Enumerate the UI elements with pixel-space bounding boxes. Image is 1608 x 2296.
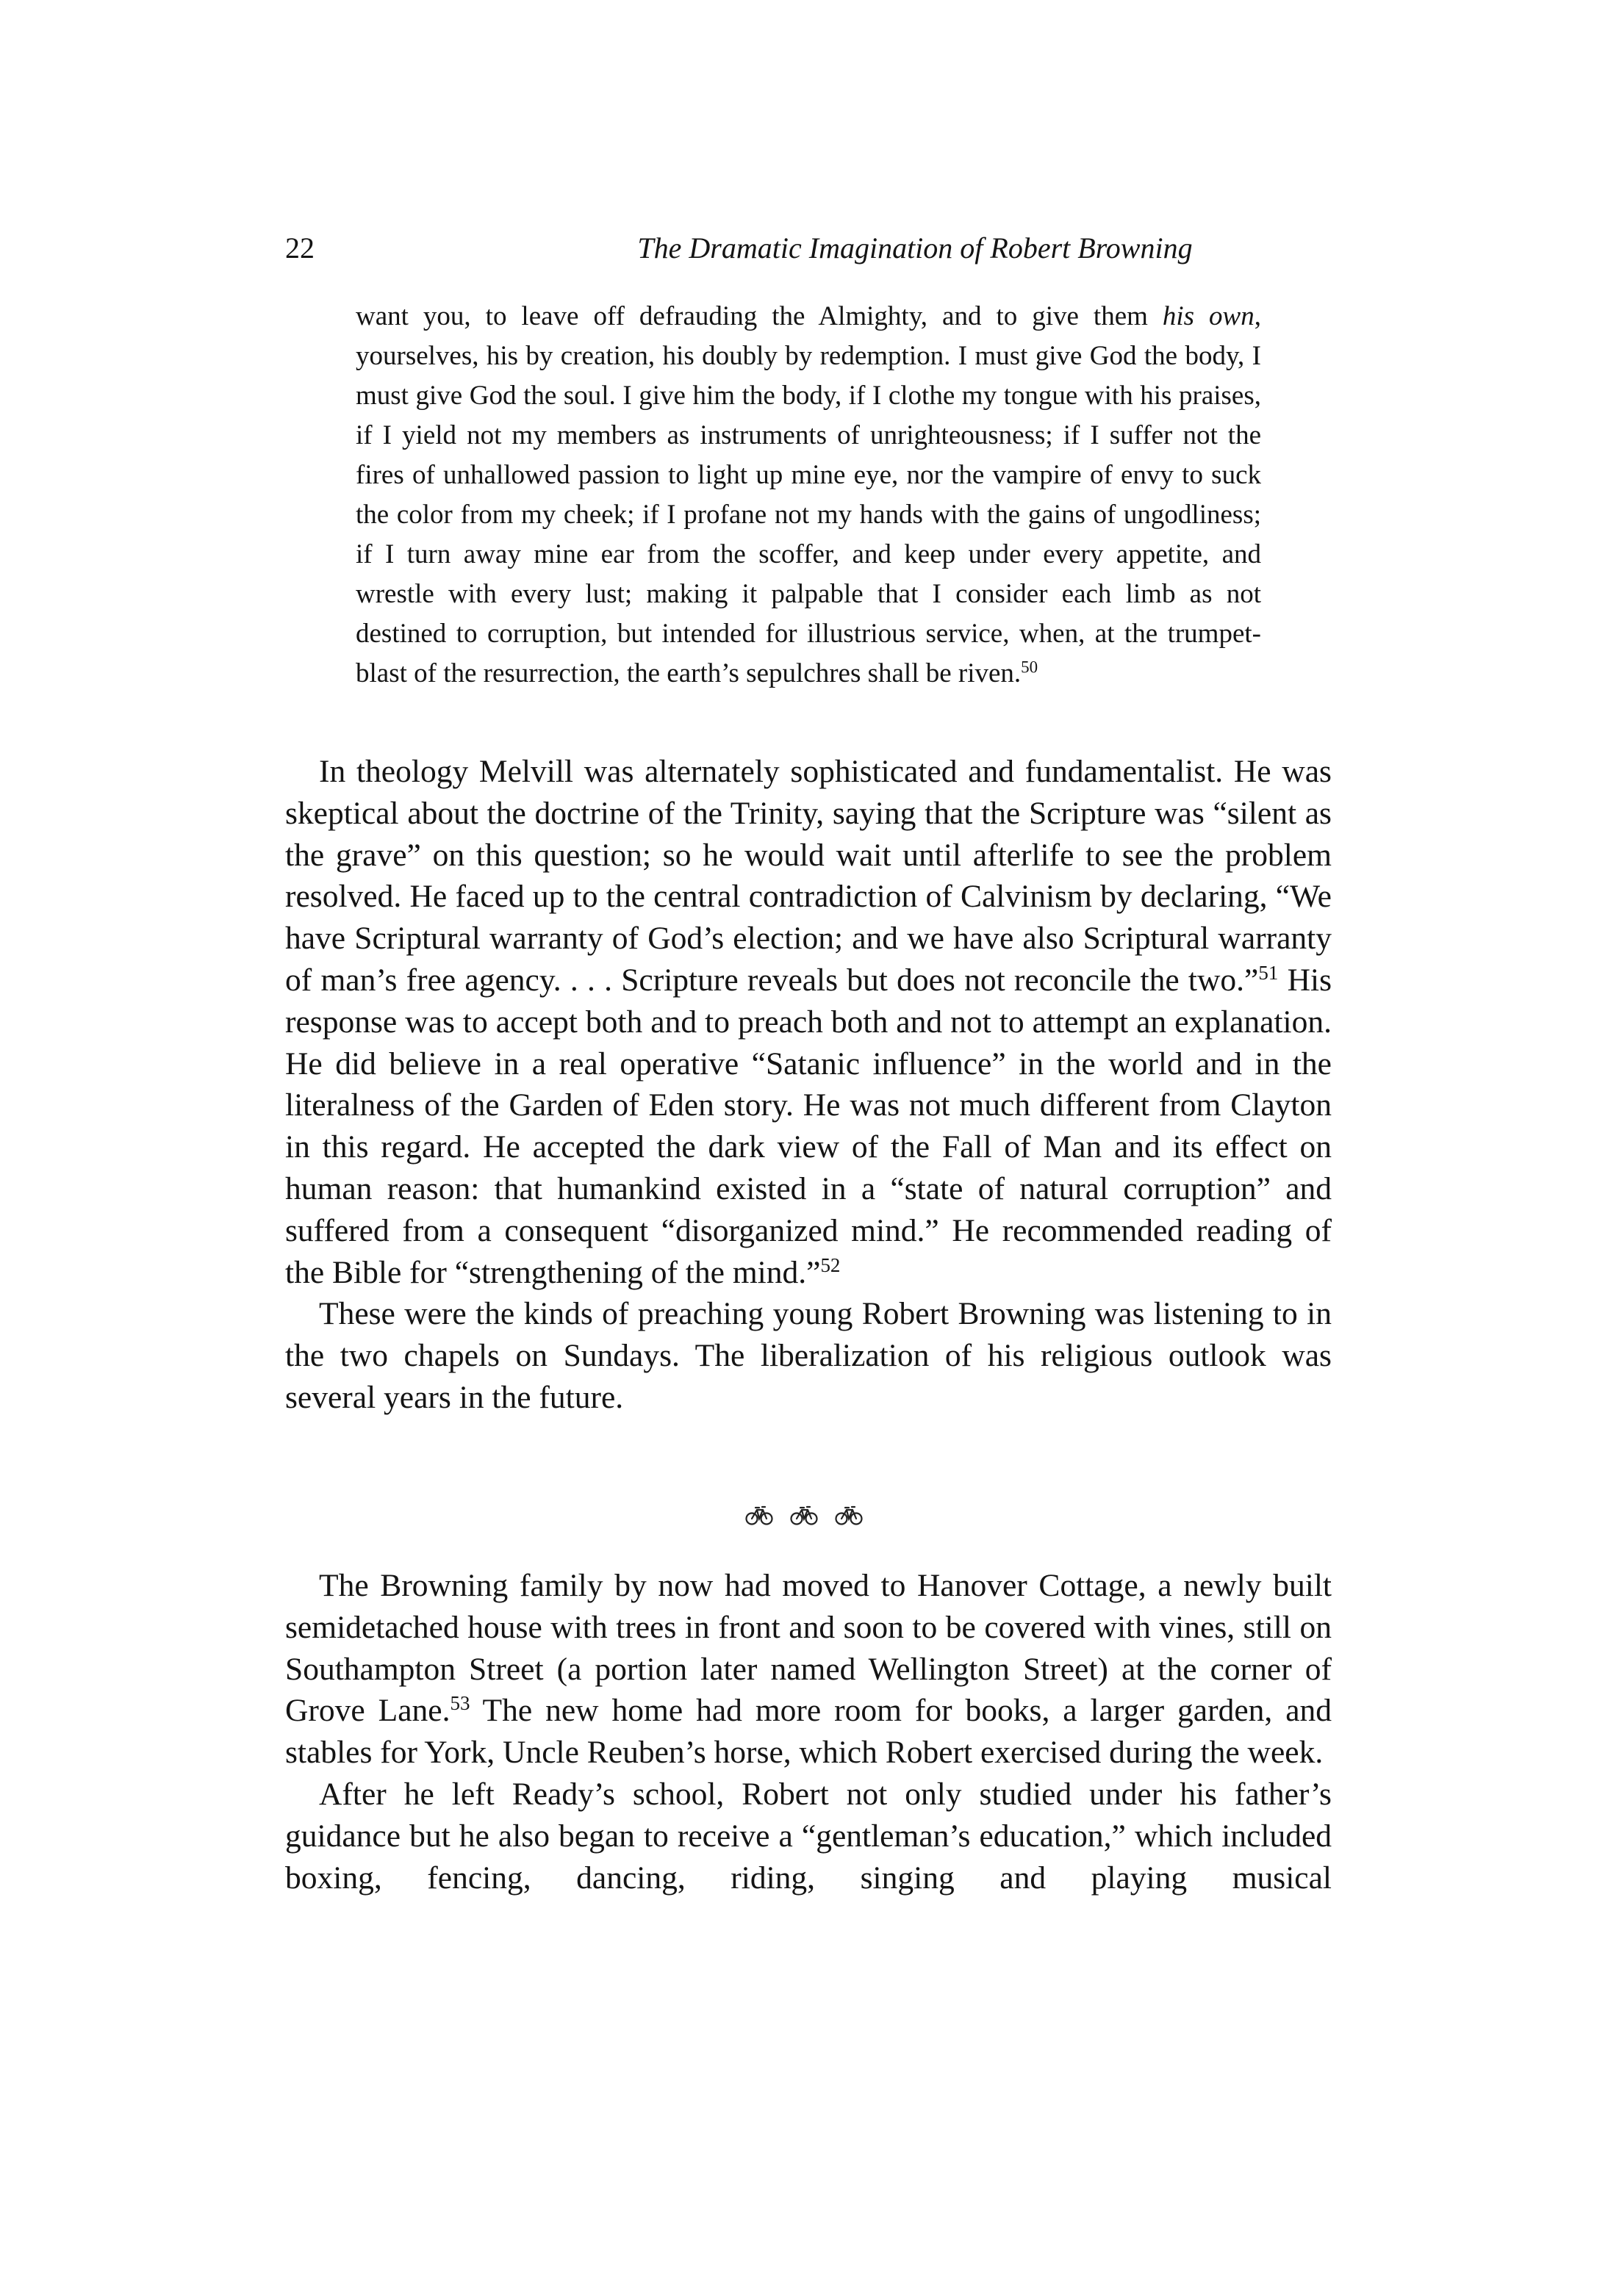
paragraph-education: After he left Ready’s school, Robert not only studied under his father’s guidance but he also began to receive a “gentleman’s education,” which included boxing, fencing, dancing, riding, singing and playing musical [285,1776,1332,1896]
body-section-one [285,751,1332,1419]
quote-text-after: , yourselves, his by creation, his doubly by redemption. I must give God the body, I must give God the soul. I give him the body, if I clothe my tongue with his praises, if I yield not my members as instruments of unrighteousness; if I suffer not the fires of unhallowed passion to light up mine eye, nor the vampire of envy to suck the color from my cheek; if I profane not my hands with the gains of ungodliness; if I turn away mine ear from the scoffer, and keep under every appetite, and wrestle with every lust; making it palpable that I consider each limb as not destined to corruption, but intended for illustrious service, when, at the trumpet-blast of the resurrection, the earth’s sepulchres shall be riven. [356,301,1261,688]
bicycle-icon [745,1494,773,1530]
paragraph-theology-part1: In theology Melvill was alternately sophisticated and fundamentalist. He was skeptical about the doctrine of the Trinity, saying that the Scripture was “silent as the grave” on this question; so he would wait until afterlife to see the problem resolved. He faced up to the central contradiction of Calvinism by declaring, “We have Scriptural warranty of God’s election; and we have also Scriptural warranty of man’s free agency. . . . Scripture reveals but does not reconcile the two.” [285,754,1332,998]
footnote-ref-53: 53 [450,1692,470,1715]
paragraph-preaching: These were the kinds of preaching young Robert Browning was listening to in the two chapels on Sundays. The liberalization of his religious outlook was several years in the future. [285,1296,1332,1415]
quote-text-before: want you, to leave off defrauding the Almighty, and to give them [356,301,1163,331]
paragraph-hanover-part1: The Browning family by now had moved to Hanover Cottage, a newly built semidetached house with trees in front and soon to be covered with vines, still on Southampton Street (a portion later named Wellington Street) at the corner of Grove Lane. [285,1568,1332,1729]
footnote-ref-51: 51 [1258,962,1279,985]
footnote-ref-50: 50 [1021,658,1038,677]
block-quote [356,297,1261,694]
body-section-two [285,1565,1332,1899]
quote-italic: his own [1162,301,1255,331]
bicycle-icon [835,1494,863,1530]
footnote-ref-52: 52 [820,1253,841,1276]
paragraph-theology [285,751,1332,1293]
bicycle-icon [790,1494,818,1530]
paragraph-theology-part2: His response was to accept both and to preach both and not to attempt an explanation. He did believe in a real operative “Satanic influence” in the world and in the literalness of the Garden of Eden story. He was not much different from Clayton in this regard. He accepted the dark view of the Fall of Man and its effect on human reason: that humankind existed in a “state of natural corruption” and suffered from a consequent “disorganized mind.” He recommended reading of the Bible for “strengthening of the mind.” [285,962,1332,1290]
running-head: The Dramatic Imagination of Robert Browning [637,231,1193,264]
page-number: 22 [285,231,315,264]
block-quote-text [356,297,1261,694]
paragraph-hanover-part2: The new home had more room for books, a larger garden, and stables for York, Uncle Reuben’s horse, which Robert exercised during the week. [285,1693,1332,1771]
paragraph-hanover-cottage [285,1565,1332,1774]
section-break-ornament [731,1496,877,1528]
